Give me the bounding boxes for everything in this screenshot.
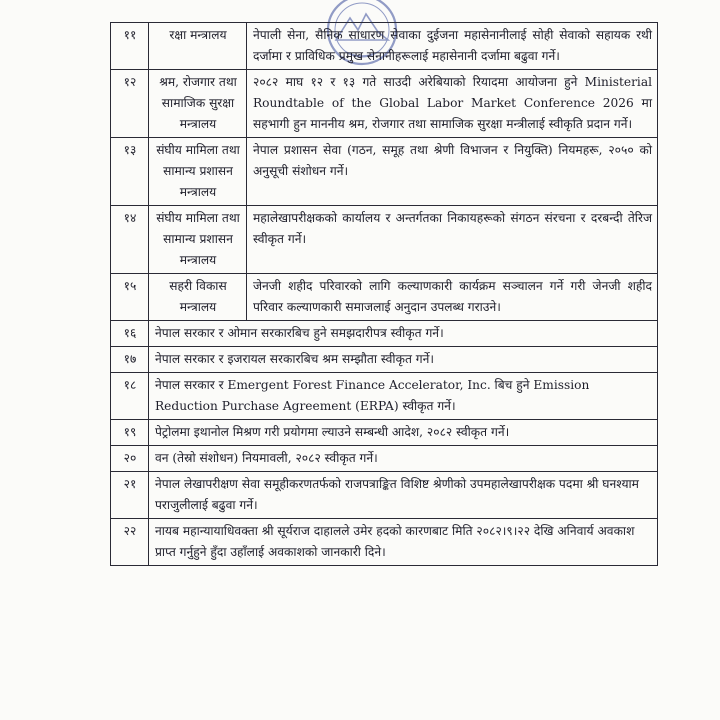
table-row	[111, 206, 658, 274]
ministry-cell: संघीय मामिला तथा सामान्य प्रशासन मन्त्रालय	[149, 138, 247, 206]
decision-text: नायब महान्यायाधिवक्ता श्री सूर्यराज दाहालले उमेर हदको कारणबाट मिति २०८२।९।२२ देखि अनिवार्य अवकाश प्राप्त गर्नुहुने हुँदा उहाँलाई अवकाशको जानकारी दिने।	[149, 519, 658, 566]
ministry-cell: सहरी विकास मन्त्रालय	[149, 274, 247, 321]
row-number: १८	[111, 373, 149, 420]
row-number: २०	[111, 446, 149, 472]
table-row	[111, 420, 658, 446]
table-row	[111, 274, 658, 321]
ministry-cell: रक्षा मन्त्रालय	[149, 23, 247, 70]
decision-text: वन (तेस्रो संशोधन) नियमावली, २०८२ स्वीकृत गर्ने।	[149, 446, 658, 472]
row-number: १६	[111, 321, 149, 347]
decision-text: नेपाल सरकार र इजरायल सरकारबिच श्रम सम्झौता स्वीकृत गर्ने।	[149, 347, 658, 373]
table-row	[111, 472, 658, 519]
decision-text: नेपाली सेना, सैनिक साधारण सेवाका दुईजना महासेनानीलाई सोही सेवाको सहायक रथी दर्जामा र प्राविधिक प्रमुख सेनानीहरूलाई महासेनानी दर्जामा बढुवा गर्ने।	[247, 23, 658, 70]
table-row	[111, 138, 658, 206]
row-number: २१	[111, 472, 149, 519]
decision-text: नेपाल प्रशासन सेवा (गठन, समूह तथा श्रेणी विभाजन र नियुक्ति) नियमहरू, २०५० को अनुसूची संशोधन गर्ने।	[247, 138, 658, 206]
row-number: १७	[111, 347, 149, 373]
decision-text: नेपाल सरकार र Emergent Forest Finance Accelerator, Inc. बिच हुने Emission Reduction Purchase Agreement (ERPA) स्वीकृत गर्ने।	[149, 373, 658, 420]
row-number: १३	[111, 138, 149, 206]
decision-text: जेनजी शहीद परिवारको लागि कल्याणकारी कार्यक्रम सञ्चालन गर्ने गरी जेनजी शहीद परिवार कल्याणकारी समाजलाई अनुदान उपलब्ध गराउने।	[247, 274, 658, 321]
decision-text: नेपाल लेखापरीक्षण सेवा समूहीकरणतर्फको राजपत्राङ्कित विशिष्ट श्रेणीको उपमहालेखापरीक्षक पदमा श्री घनश्याम पराजुलीलाई बढुवा गर्ने।	[149, 472, 658, 519]
decisions-table	[110, 22, 658, 566]
table-row	[111, 446, 658, 472]
table-row	[111, 70, 658, 138]
row-number: १४	[111, 206, 149, 274]
decision-text: नेपाल सरकार र ओमान सरकारबिच हुने समझदारीपत्र स्वीकृत गर्ने।	[149, 321, 658, 347]
decision-text: महालेखापरीक्षकको कार्यालय र अन्तर्गतका निकायहरूको संगठन संरचना र दरबन्दी तेरिज स्वीकृत गर्ने।	[247, 206, 658, 274]
row-number: १५	[111, 274, 149, 321]
table-row	[111, 321, 658, 347]
table-row	[111, 373, 658, 420]
table-row	[111, 519, 658, 566]
decision-text: २०८२ माघ १२ र १३ गते साउदी अरेबियाको रियादमा आयोजना हुने Ministerial Roundtable of the Global Labor Market Conference 2026 मा सहभागी हुन माननीय श्रम, रोजगार तथा सामाजिक सुरक्षा मन्त्रीलाई स्वीकृति प्रदान गर्ने।	[247, 70, 658, 138]
row-number: १२	[111, 70, 149, 138]
row-number: १९	[111, 420, 149, 446]
ministry-cell: श्रम, रोजगार तथा सामाजिक सुरक्षा मन्त्रालय	[149, 70, 247, 138]
decision-text: पेट्रोलमा इथानोल मिश्रण गरी प्रयोगमा ल्याउने सम्बन्धी आदेश, २०८२ स्वीकृत गर्ने।	[149, 420, 658, 446]
row-number: ११	[111, 23, 149, 70]
table-row	[111, 347, 658, 373]
table-row	[111, 23, 658, 70]
ministry-cell: संघीय मामिला तथा सामान्य प्रशासन मन्त्रालय	[149, 206, 247, 274]
row-number: २२	[111, 519, 149, 566]
